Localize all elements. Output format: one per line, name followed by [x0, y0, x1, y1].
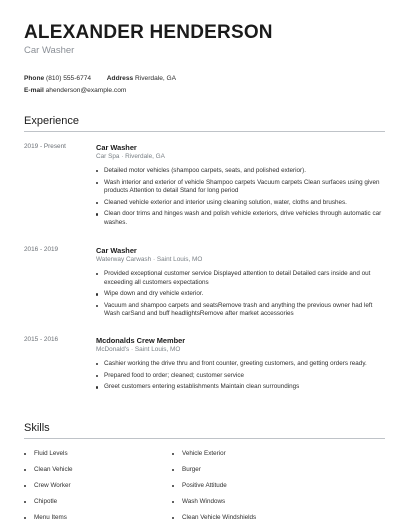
experience-divider: [24, 131, 385, 132]
skill-item: Wash Windows: [172, 498, 225, 505]
skills-heading: Skills: [24, 422, 50, 434]
phone-label: Phone: [24, 75, 45, 82]
job-dates: 2015 - 2016: [24, 336, 59, 343]
address-label: Address: [106, 75, 134, 82]
skill-item: Clean Vehicle Windshields: [172, 514, 256, 521]
bullet-item: Provided exceptional customer service Displayed attention to detail Detailed cars inside and out exceeding all customers expectations: [96, 270, 386, 287]
address-value: Riverdale, GA: [135, 75, 177, 82]
bullet-item: Cleaned vehicle exterior and interior using cleaning solution, water, cloths and brushes.: [96, 199, 386, 208]
job-dates: 2019 - Present: [24, 143, 66, 150]
bullet-item: Clean door trims and hinges wash and polish vehicle exteriors, drive vehicles through automatic car washes.: [96, 210, 386, 227]
bullet-item: Prepared food to order; cleaned; customer service: [96, 372, 386, 381]
skills-divider: [24, 438, 385, 439]
job-role: Mcdonalds Crew Member: [96, 336, 186, 345]
job-role: Car Washer: [96, 246, 137, 255]
job-org: Car Spa · Riverdale, GA: [96, 153, 165, 160]
phone-value: (810) 555-6774: [46, 75, 92, 82]
job-role: Car Washer: [96, 143, 137, 152]
contact-line-1: [24, 75, 176, 82]
job-title: Car Washer: [24, 45, 75, 56]
skill-item: Vehicle Exterior: [172, 450, 226, 457]
experience-heading: Experience: [24, 115, 80, 127]
email-label: E-mail: [24, 87, 44, 94]
bullet-item: Wipe down and dry vehicle exterior.: [96, 290, 386, 299]
bullet-item: Vacuum and shampoo carpets and seatsRemove trash and anything the previous owner had left Wash carSand and buff headlightsRemove after market accessories: [96, 302, 386, 319]
bullet-item: Detailed motor vehicles (shampoo carpets, seats, and polished exterior).: [96, 167, 386, 176]
email-value: ahenderson@example.com: [45, 87, 127, 94]
contact-line-2: [24, 87, 126, 94]
bullet-item: Cashier working the drive thru and front counter, greeting customers, and getting orders ready.: [96, 360, 386, 369]
job-org: McDonald's · Saint Louis, MO: [96, 346, 181, 353]
job-org: Waterway Carwash · Saint Louis, MO: [96, 256, 203, 263]
bullet-item: Wash interior and exterior of vehicle Shampoo carpets Vacuum carpets Clean surfaces using given products Attention to detail Stand for long period: [96, 179, 386, 196]
skill-item: Chipotle: [24, 498, 57, 505]
bullet-item: Greet customers entering establishments Maintain clean surroundings: [96, 383, 386, 392]
job-bullets: [96, 167, 386, 228]
job-bullets: [96, 270, 386, 319]
job-bullets: [96, 360, 386, 392]
skill-item: Clean Vehicle: [24, 466, 73, 473]
skill-item: Menu Items: [24, 514, 67, 521]
skill-item: Fluid Levels: [24, 450, 68, 457]
skill-item: Positive Attitude: [172, 482, 227, 489]
job-dates: 2016 - 2019: [24, 246, 59, 253]
skill-item: Crew Worker: [24, 482, 71, 489]
skill-item: Burger: [172, 466, 201, 473]
candidate-name: ALEXANDER HENDERSON: [24, 22, 273, 43]
